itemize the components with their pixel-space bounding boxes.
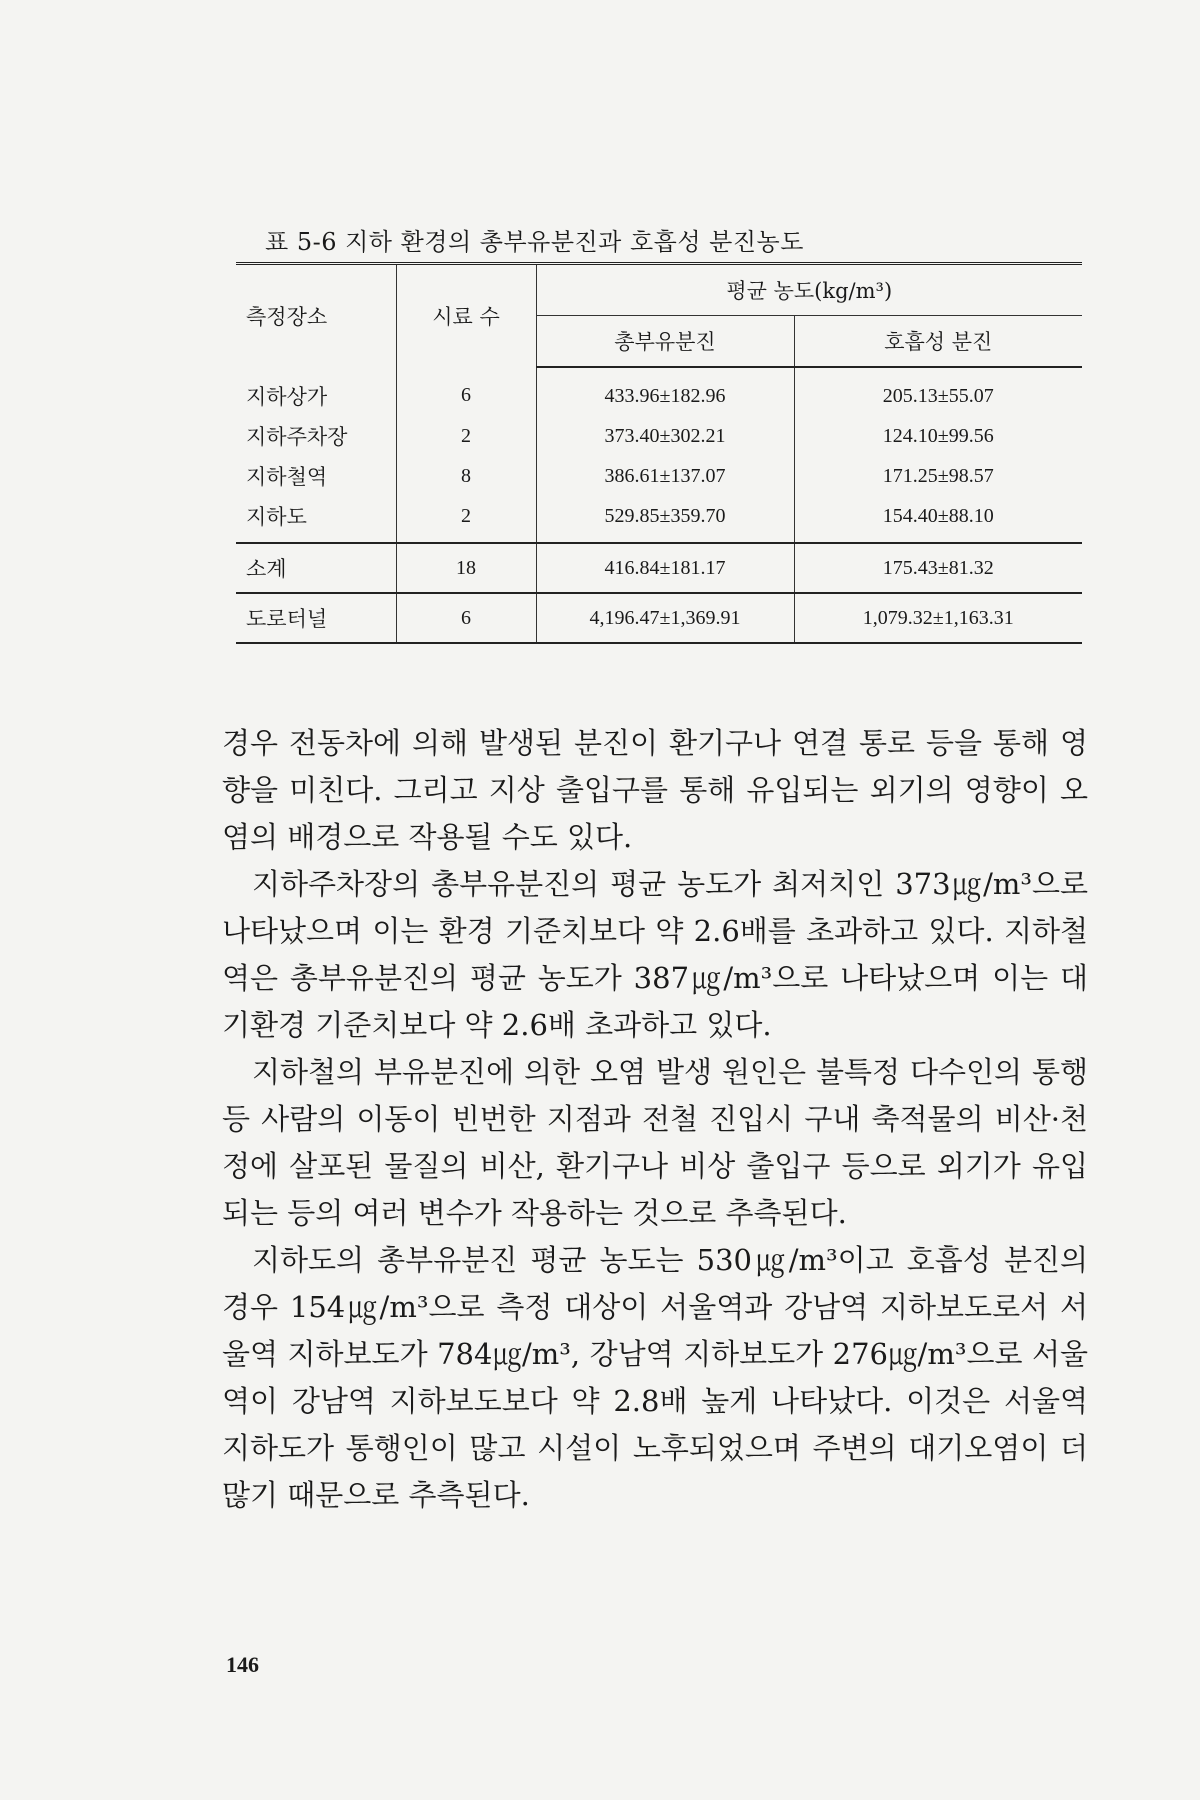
header-respirable: 호흡성 분진 xyxy=(794,316,1082,368)
cell-samples: 6 xyxy=(396,593,536,643)
header-tsp: 총부유분진 xyxy=(536,316,794,368)
cell-location: 소계 xyxy=(236,543,396,593)
cell-respirable: 124.10±99.56 xyxy=(882,424,994,447)
cell-respirable: 205.13±55.07 xyxy=(882,384,994,407)
cell-location: 지하상가 xyxy=(236,367,396,416)
body-text xyxy=(222,720,1088,1519)
table-caption: 표 5-6 지하 환경의 총부유분진과 호흡성 분진농도 xyxy=(265,228,804,256)
table-row xyxy=(236,416,1082,456)
cell-tsp: 433.96±182.96 xyxy=(536,367,794,416)
cell-tsp: 529.85±359.70 xyxy=(536,496,794,543)
page-number: 146 xyxy=(226,1652,259,1677)
cell-samples: 18 xyxy=(396,543,536,593)
table-row-subtotal xyxy=(236,543,1082,593)
header-average: 평균 농도(kg/m³) xyxy=(536,264,1082,316)
cell-tsp: 4,196.47±1,369.91 xyxy=(536,593,794,643)
cell-tsp: 416.84±181.17 xyxy=(536,543,794,593)
header-location: 측정장소 xyxy=(236,264,396,368)
table-row xyxy=(236,456,1082,496)
cell-respirable: 175.43±81.32 xyxy=(794,543,1082,593)
paragraph: 지하주차장의 총부유분진의 평균 농도가 최저치인 373㎍/m³으로 나타났으며 이는 환경 기준치보다 약 2.6배를 초과하고 있다. 지하철역은 총부유분진의 평균 농도가 387㎍/m³으로 나타났으며 이는 대기환경 기준치보다 약 2.6배 초과하고 있다. xyxy=(222,867,1088,1042)
cell-samples: 8 xyxy=(396,456,536,496)
cell-samples: 2 xyxy=(396,416,536,456)
cell-respirable: 154.40±88.10 xyxy=(882,504,994,527)
table-row-tunnel xyxy=(236,593,1082,643)
cell-location: 지하도 xyxy=(236,496,396,543)
cell-respirable: 171.25±98.57 xyxy=(882,464,994,487)
cell-location: 지하주차장 xyxy=(236,416,396,456)
cell-location: 지하철역 xyxy=(236,456,396,496)
table-header-row xyxy=(236,264,1082,316)
table-row xyxy=(236,367,1082,416)
paragraph: 경우 전동차에 의해 발생된 분진이 환기구나 연결 통로 등을 통해 영향을 미친다. 그리고 지상 출입구를 통해 유입되는 외기의 영향이 오염의 배경으로 작용될 수도 있다. xyxy=(222,726,1088,854)
cell-samples: 6 xyxy=(396,367,536,416)
header-samples: 시료 수 xyxy=(396,264,536,368)
table-row xyxy=(236,496,1082,543)
cell-location: 도로터널 xyxy=(236,593,396,643)
cell-respirable: 1,079.32±1,163.31 xyxy=(794,593,1082,643)
cell-tsp: 373.40±302.21 xyxy=(536,416,794,456)
cell-samples: 2 xyxy=(396,496,536,543)
dust-concentration-table xyxy=(236,262,1082,644)
cell-tsp: 386.61±137.07 xyxy=(536,456,794,496)
paragraph: 지하도의 총부유분진 평균 농도는 530㎍/m³이고 호흡성 분진의 경우 154㎍/m³으로 측정 대상이 서울역과 강남역 지하보도로서 서울역 지하보도가 784㎍/m³, 강남역 지하보도가 276㎍/m³으로 서울역이 강남역 지하보도보다 약 2.8배 높게 나타났다. 이것은 서울역 지하도가 통행인이 많고 시설이 노후되었으며 주변의 대기오염이 더 많기 때문으로 추측된다. xyxy=(222,1243,1088,1512)
paragraph: 지하철의 부유분진에 의한 오염 발생 원인은 불특정 다수인의 통행 등 사람의 이동이 빈번한 지점과 전철 진입시 구내 축적물의 비산·천정에 살포된 물질의 비산, 환기구나 비상 출입구 등으로 외기가 유입되는 등의 여러 변수가 작용하는 것으로 추측된다. xyxy=(222,1055,1088,1230)
